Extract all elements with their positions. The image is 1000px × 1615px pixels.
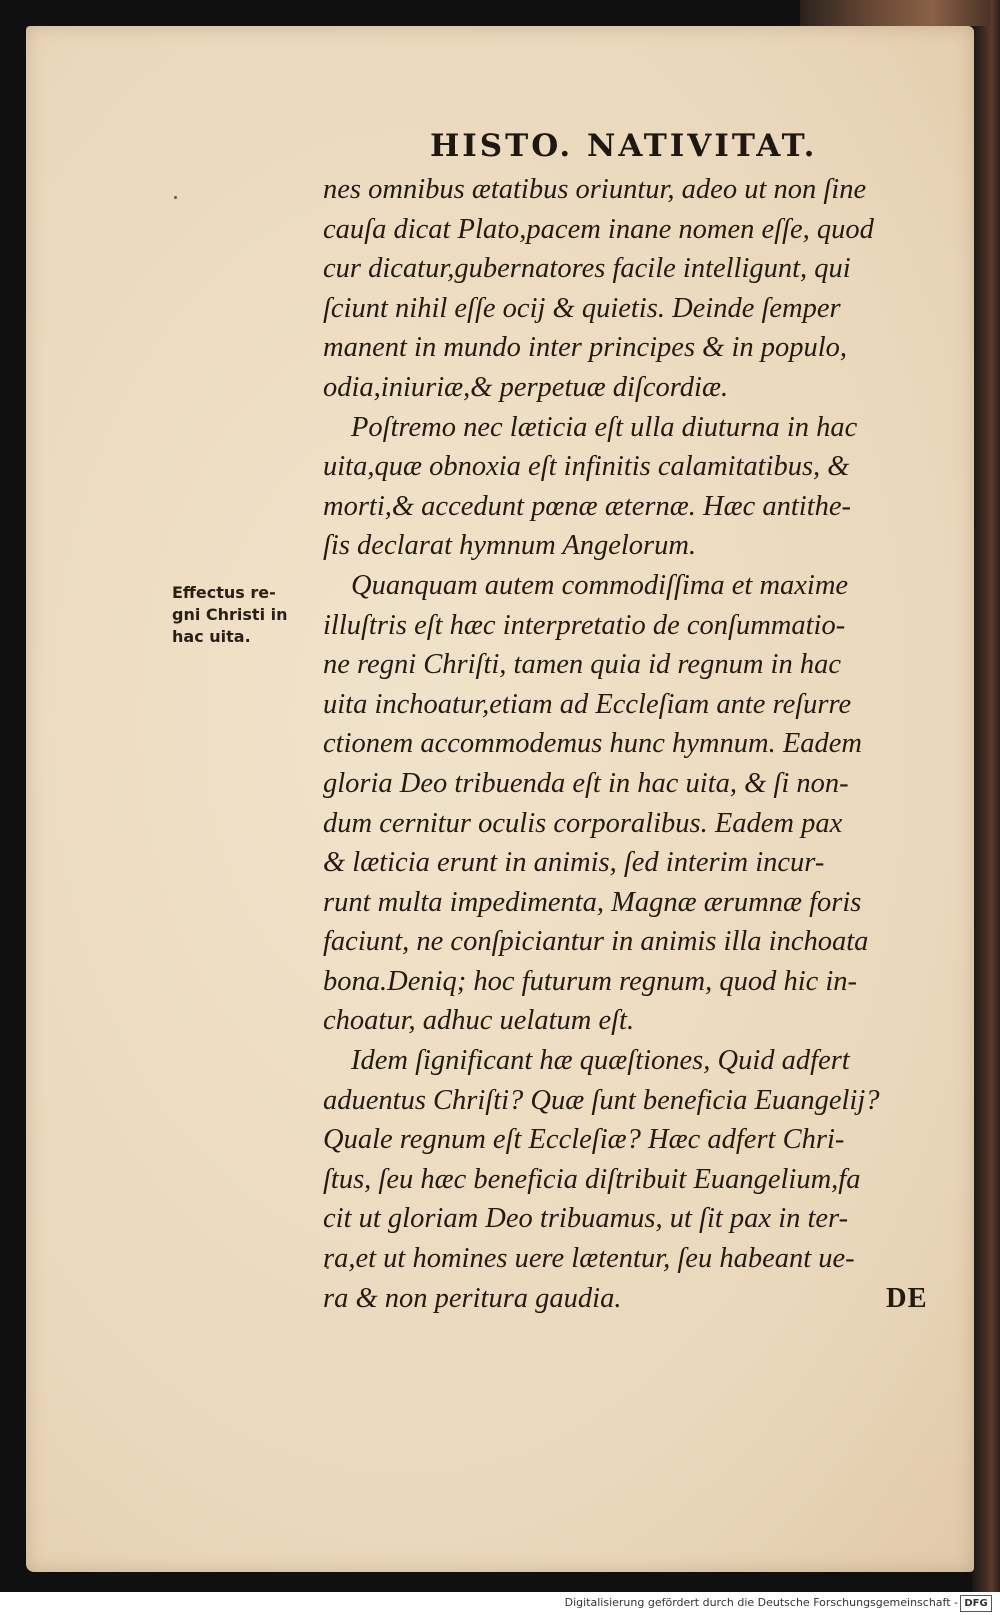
digitization-credit: Digitalisierung gefördert durch die Deutsche Forschungsgemeinschaft -	[564, 1596, 958, 1609]
marginal-note-line: gni Christi in	[172, 605, 288, 624]
book-binding-top	[800, 0, 990, 26]
marginal-note	[172, 582, 322, 648]
text-line: cit ut gloriam Deo tribuamus, ut ſit pax in ter-	[323, 1203, 849, 1235]
paper-speck	[174, 196, 177, 199]
dfg-logo: DFG	[960, 1595, 992, 1612]
text-line: ſtus, ſeu hæc beneficia diſtribuit Euangelium,fa	[323, 1163, 861, 1195]
text-line-last	[323, 1279, 943, 1319]
marginal-note-line: hac uita.	[172, 627, 251, 646]
text-line: ſis declarat hymnum Angelorum.	[323, 530, 697, 562]
text-line: nes omnibus ætatibus oriuntur, adeo ut non ſine	[323, 174, 867, 205]
text-line: bona.Deniq; hoc futurum regnum, quod hic in-	[323, 965, 858, 997]
text-line: morti,& accedunt pœnæ æternæ. Hæc antithe-	[323, 490, 852, 522]
text-line: ra,et ut homines uere lætentur, ſeu habeant ue-	[323, 1243, 855, 1275]
text-line: odia,iniuriæ,& perpetuæ diſcordiæ.	[323, 371, 729, 403]
text-line: Quale regnum eſt Eccleſiæ? Hæc adfert Chri-	[323, 1124, 845, 1156]
text-line: ſciunt nihil eſſe ocij & quietis. Deinde ſemper	[323, 292, 841, 324]
marginal-note-line: Effectus re-	[172, 583, 276, 602]
text-line: ctionem accommodemus hunc hymnum. Eadem	[323, 728, 862, 760]
text-line: Idem ſignificant hæ quæſtiones, Quid adfert	[351, 1045, 850, 1077]
text-line: illuſtris eſt hæc interpretatio de conſummatio-	[323, 609, 846, 641]
text-line: & læticia erunt in animis, ſed interim incur-	[323, 847, 825, 879]
text-line: Poſtremo nec læticia eſt ulla diuturna in hac	[351, 411, 858, 443]
running-head: HISTO. NATIVITAT.	[430, 128, 818, 164]
text-line: runt multa impedimenta, Magnæ ærumnæ foris	[323, 886, 862, 918]
text-line: Quanquam autem commodiſſima et maxime	[351, 569, 849, 601]
text-line: ne regni Chriſti, tamen quia id regnum in hac	[323, 649, 841, 681]
footer-bar	[0, 1592, 1000, 1615]
text-line: uita,quæ obnoxia eſt infinitis calamitatibus, &	[323, 451, 850, 483]
text-line: faciunt, ne conſpiciantur in animis illa inchoata	[323, 926, 869, 958]
body-text	[323, 170, 943, 1318]
text-line: cur dicatur,gubernatores facile intelligunt, qui	[323, 253, 851, 285]
text-line: choatur, adhuc uelatum eſt.	[323, 1005, 635, 1037]
text-line: cauſa dicat Plato,pacem inane nomen eſſe, quod	[323, 213, 874, 245]
text-line: ra & non peritura gaudia.	[323, 1282, 622, 1314]
text-line: manent in mundo inter principes & in populo,	[323, 332, 848, 364]
text-line: aduentus Chriſti? Quæ ſunt beneficia Euangelij?	[323, 1084, 880, 1116]
text-line: uita inchoatur,etiam ad Eccleſiam ante reſurre	[323, 688, 852, 720]
text-line: gloria Deo tribuenda eſt in hac uita, & ſi non-	[323, 767, 849, 799]
book-binding-edge	[972, 0, 1000, 1592]
text-line: dum cernitur oculis corporalibus. Eadem pax	[323, 807, 843, 839]
catchword: DE	[886, 1282, 928, 1314]
